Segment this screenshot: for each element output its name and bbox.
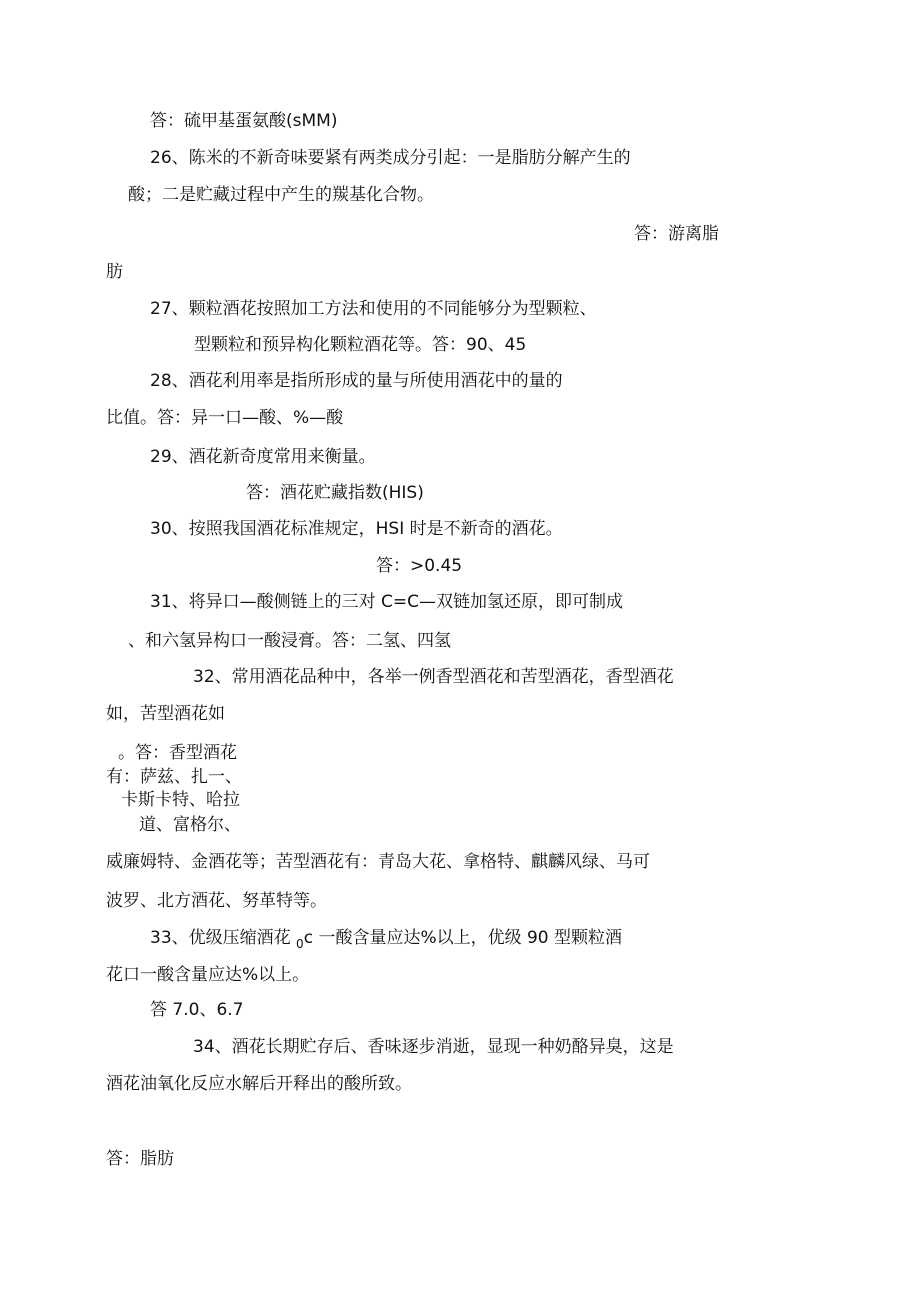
answer-29: 答：酒花贮藏指数(HIS) [246,483,424,503]
question-26-line1: 26、陈米的不新奇味要紧有两类成分引起：一是脂肪分解产生的 [150,148,631,168]
question-29: 29、酒花新奇度常用来衡量。 [150,447,376,467]
question-30: 30、按照我国酒花标准规定，HSI 时是不新奇的酒花。 [150,519,563,539]
answer-32-line6: 波罗、北方酒花、努革特等。 [106,891,327,911]
question-27-line2: 型颗粒和预异构化颗粒酒花等。答：90、45 [194,335,527,355]
question-33-subscript: 0 [296,937,304,951]
question-27-line1: 27、颗粒酒花按照加工方法和使用的不同能够分为型颗粒、 [150,299,597,319]
answer-33: 答 7.0、6.7 [150,1000,244,1020]
question-34-line1: 34、酒花长期贮存后、香味逐步消逝，显现一种奶酪异臭，这是 [193,1037,674,1057]
question-31-line2: 、和六氢异构口一酸浸膏。答：二氢、四氢 [128,631,451,651]
question-32-line1: 32、常用酒花品种中，各举一例香型酒花和苦型酒花，香型酒花 [193,667,674,687]
answer-32-line4: 道、富格尔、 [139,815,241,835]
answer-25: 答：硫甲基蛋氨酸(sMM) [150,111,338,131]
question-26-line2: 酸；二是贮藏过程中产生的羰基化合物。 [128,185,434,205]
answer-26-part2: 肪 [106,262,123,282]
answer-34: 答：脂肪 [106,1149,174,1169]
question-34-line2: 酒花油氧化反应水解后开释出的酸所致。 [106,1074,412,1094]
question-33-text-b: c 一酸含量应达%以上，优级 90 型颗粒酒 [303,928,623,948]
answer-32-line3: 卡斯卡特、哈拉 [121,790,240,810]
answer-32-line2: 有：萨兹、扎一、 [106,767,242,787]
answer-32-line1: 。答：香型酒花 [118,743,237,763]
question-31-line1: 31、将异口—酸侧链上的三对 C=C—双链加氢还原，即可制成 [150,592,624,612]
question-28-line2: 比值。答：异一口—酸、%—酸 [106,408,344,428]
question-33-line2: 花口一酸含量应达%以上。 [106,965,310,985]
question-32-line2: 如，苦型酒花如 [106,704,225,724]
question-28-line1: 28、酒花利用率是指所形成的量与所使用酒花中的量的 [150,371,563,391]
question-33-text-a: 33、优级压缩酒花 [150,928,297,948]
answer-30: 答：>0.45 [376,556,463,576]
answer-26-part1: 答：游离脂 [634,224,719,244]
answer-32-line5: 威廉姆特、金酒花等；苦型酒花有：青岛大花、拿格特、麒麟风绿、马可 [106,852,650,872]
question-33-line1 [150,927,622,950]
